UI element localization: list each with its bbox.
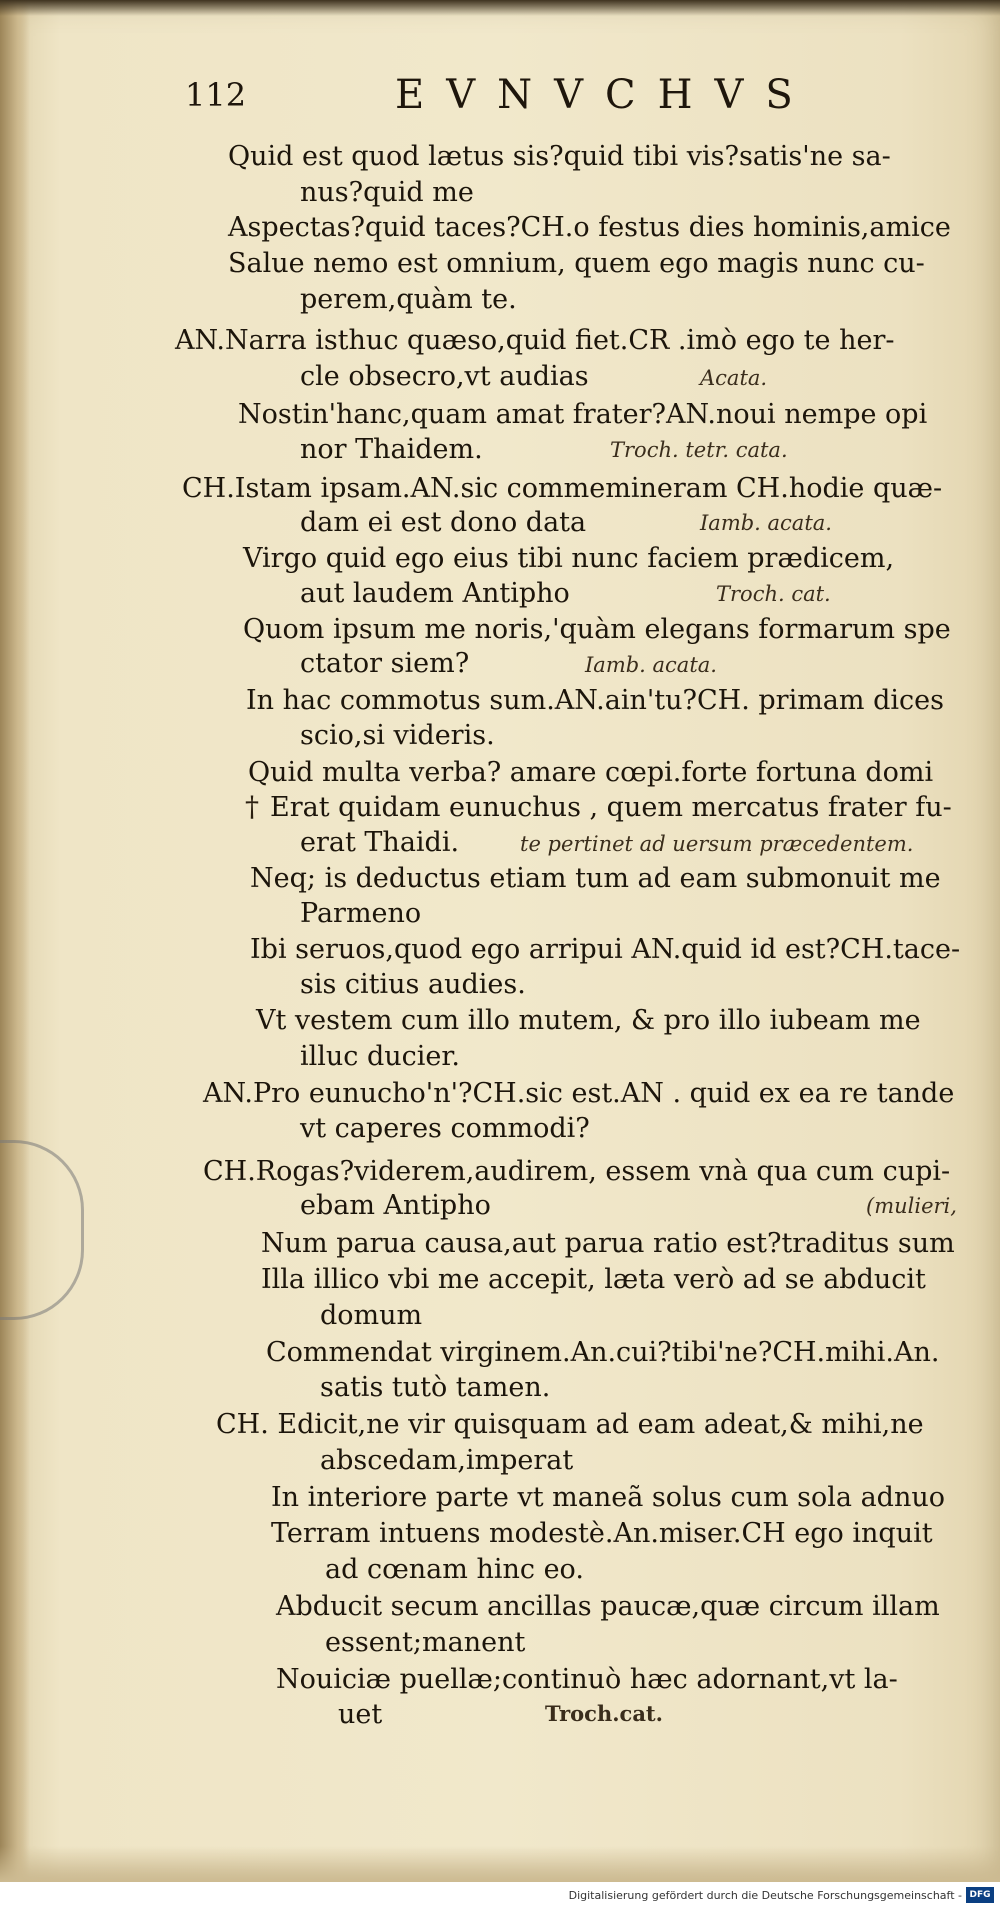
text-line: Erat quidam eunuchus , quem mercatus frater fu- — [270, 792, 952, 823]
text-line: Quid est quod lætus sis?quid tibi vis?satis'ne sa- — [228, 141, 891, 172]
margin-note: Iamb. acata. — [700, 511, 832, 535]
text-line: In interiore parte vt maneã solus cum sola adnuo — [271, 1482, 945, 1513]
text-line: Abducit secum ancillas paucæ,quæ circum illam — [276, 1591, 940, 1622]
text-line: dam ei est dono data — [300, 507, 587, 538]
text-line: perem,quàm te. — [300, 284, 517, 315]
text-line: AN.Narra isthuc quæso,quid fiet.CR .imò ego te her- — [175, 325, 895, 356]
text-line: domum — [320, 1300, 423, 1331]
text-line: satis tutò tamen. — [320, 1372, 551, 1403]
footer-credit: Digitalisierung gefördert durch die Deutsche Forschungsgemeinschaft - — [568, 1889, 962, 1902]
margin-note: Troch. tetr. cata. — [610, 438, 788, 462]
margin-note: Troch.cat. — [545, 1701, 663, 1726]
text-line: nor Thaidem. — [300, 434, 483, 465]
text-line: ctator siem? — [300, 648, 470, 679]
text-line: CH.Istam ipsam.AN.sic commemineram CH.hodie quæ- — [182, 473, 943, 504]
text-line: Salue nemo est omnium, quem ego magis nunc cu- — [228, 248, 925, 279]
text-line: uet — [338, 1699, 383, 1730]
text-line: Illa illico vbi me accepit, læta verò ad se abducit — [261, 1264, 926, 1295]
text-line: Nostin'hanc,quam amat frater?AN.noui nempe opi — [238, 399, 928, 430]
text-line: Aspectas?quid taces?CH.o festus dies hominis,amice — [228, 212, 951, 243]
margin-note: Iamb. acata. — [585, 653, 717, 677]
margin-note: Acata. — [700, 366, 768, 390]
text-line: Nouiciæ puellæ;continuò hæc adornant,vt la- — [276, 1664, 898, 1695]
text-line: abscedam,imperat — [320, 1445, 574, 1476]
text-line: aut laudem Antipho — [300, 578, 570, 609]
text-line: Neq; is deductus etiam tum ad eam submonuit me — [250, 863, 941, 894]
text-line: Num parua causa,aut parua ratio est?traditus sum — [261, 1228, 955, 1259]
folio-number: 112 — [185, 76, 247, 114]
text-line: Commendat virginem.An.cui?tibi'ne?CH.mihi.An. — [266, 1337, 940, 1368]
text-line: sis citius audies. — [300, 969, 526, 1000]
text-line: illuc ducier. — [300, 1041, 460, 1072]
text-line: Vt vestem cum illo mutem, & pro illo iubeam me — [256, 1005, 921, 1036]
text-line: Quom ipsum me noris,'quàm elegans formarum spe — [243, 614, 951, 645]
text-line: Quid multa verba? amare cœpi.forte fortuna domi — [248, 757, 934, 788]
text-line: Parmeno — [300, 898, 422, 929]
text-line: AN.Pro eunucho'n'?CH.sic est.AN . quid ex ea re tande — [203, 1078, 955, 1109]
text-line: erat Thaidi. — [300, 827, 460, 858]
text-line: CH.Rogas?viderem,audirem, essem vnà qua cum cupi- — [203, 1156, 951, 1187]
text-line: cle obsecro,vt audias — [300, 361, 589, 392]
text-line: vt caperes commodi? — [300, 1113, 590, 1144]
text-line: nus?quid me — [300, 177, 474, 208]
text-line: Ibi seruos,quod ego arripui AN.quid id est?CH.tace- — [250, 934, 961, 965]
dagger-marker: † — [245, 790, 259, 823]
margin-note: te pertinet ad uersum præcedentem. — [520, 832, 914, 856]
margin-note: Troch. cat. — [716, 582, 831, 606]
text-line: scio,si videris. — [300, 720, 495, 751]
running-title: EVNVCHVS — [395, 72, 815, 118]
text-line: ebam Antipho — [300, 1190, 491, 1221]
text-line: In hac commotus sum.AN.ain'tu?CH. primam dices — [246, 685, 944, 716]
text-line: Virgo quid ego eius tibi nunc faciem prædicem, — [243, 543, 895, 574]
text-line: Terram intuens modestè.An.miser.CH ego inquit — [271, 1518, 933, 1549]
text-line: ad cœnam hinc eo. — [325, 1554, 584, 1585]
footer-bar — [0, 1882, 1000, 1911]
dfg-logo-badge: DFG — [966, 1887, 994, 1903]
margin-note: (mulieri, — [866, 1194, 957, 1218]
text-line: CH. Edicit,ne vir quisquam ad eam adeat,& mihi,ne — [216, 1409, 924, 1440]
text-line: essent;manent — [325, 1627, 526, 1658]
